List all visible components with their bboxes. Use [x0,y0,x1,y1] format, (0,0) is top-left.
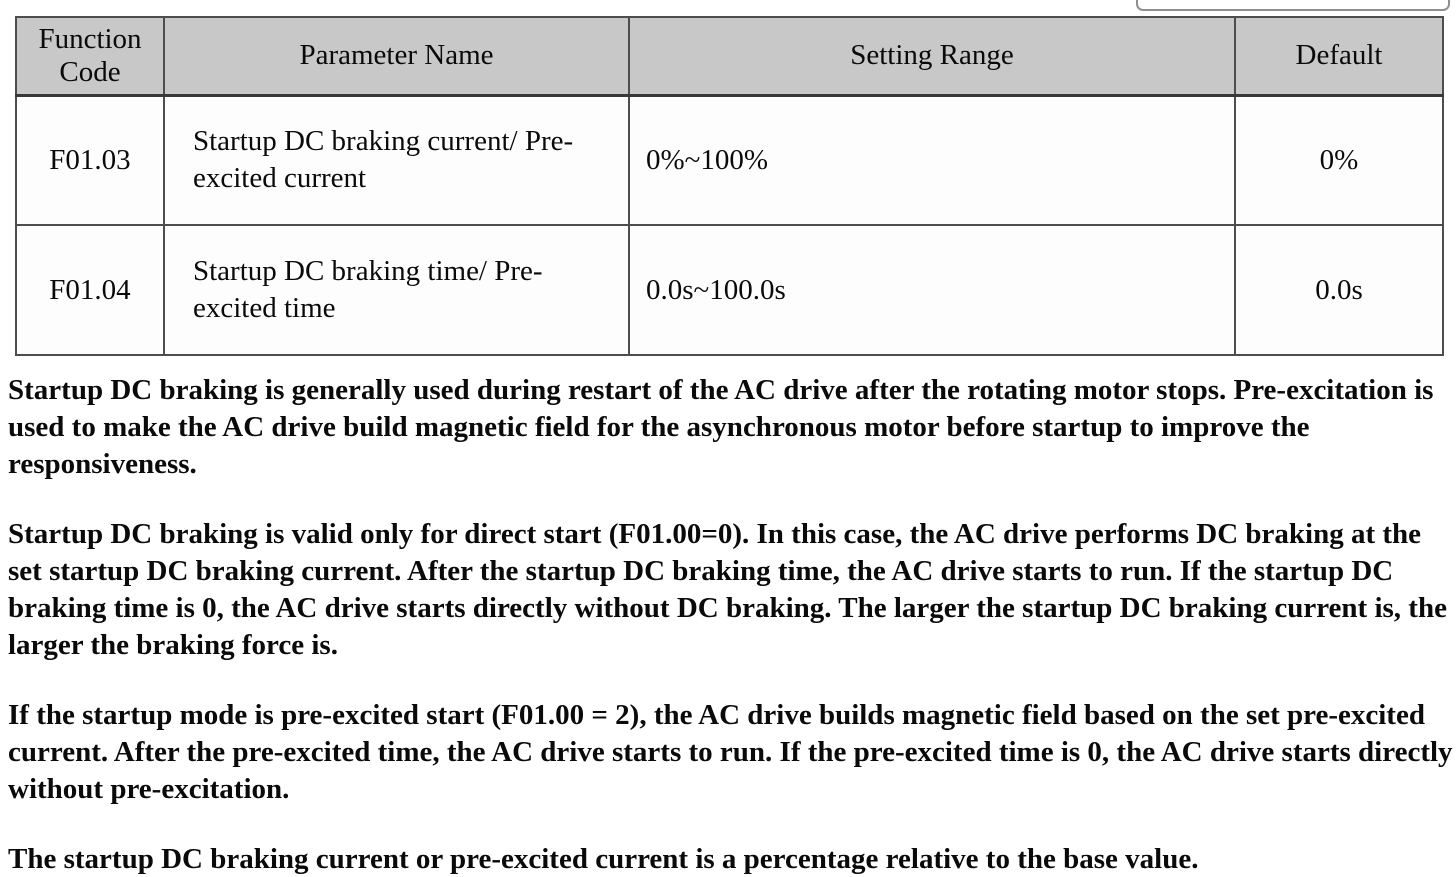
cell-default: 0.0s [1235,225,1443,355]
cell-default: 0% [1235,95,1443,225]
header-setting-range: Setting Range [629,17,1235,95]
table-row [16,225,1443,355]
cell-parameter-name: Startup DC braking current/ Pre-excited current [164,95,629,225]
table-row [16,95,1443,225]
cropped-partial-box [1136,0,1450,11]
cell-setting-range: 0%~100% [629,95,1235,225]
cell-setting-range: 0.0s~100.0s [629,225,1235,355]
description-text [8,372,1456,877]
cell-function-code: F01.04 [16,225,164,355]
paragraph-dc-braking-usage: Startup DC braking is generally used during restart of the AC drive after the rotating motor stops. Pre-excitation is used to make the AC drive build magnetic field for the asynchronous motor before startup to improve the responsiveness. [8,374,1434,480]
cell-function-code: F01.03 [16,95,164,225]
header-parameter-name: Parameter Name [164,17,629,95]
table-header-row [16,17,1443,95]
cell-parameter-name: Startup DC braking time/ Pre-excited time [164,225,629,355]
header-function-code: Function Code [16,17,164,95]
paragraph-base-value: The startup DC braking current or pre-excited current is a percentage relative to the base value. [8,843,1199,875]
paragraph-direct-start: Startup DC braking is valid only for direct start (F01.00=0). In this case, the AC drive performs DC braking at the set startup DC braking current. After the startup DC braking time, the AC drive starts to run. If the startup DC braking time is 0, the AC drive starts directly without DC braking. The larger the startup DC braking current is, the larger the braking force is. [8,518,1447,661]
parameter-table [15,16,1444,356]
header-default: Default [1235,17,1443,95]
paragraph-pre-excited-start: If the startup mode is pre-excited start (F01.00 = 2), the AC drive builds magnetic field based on the set pre-excited current. After the pre-excited time, the AC drive starts to run. If the pre-excited time is 0, the AC drive starts directly without pre-excitation. [8,699,1453,805]
